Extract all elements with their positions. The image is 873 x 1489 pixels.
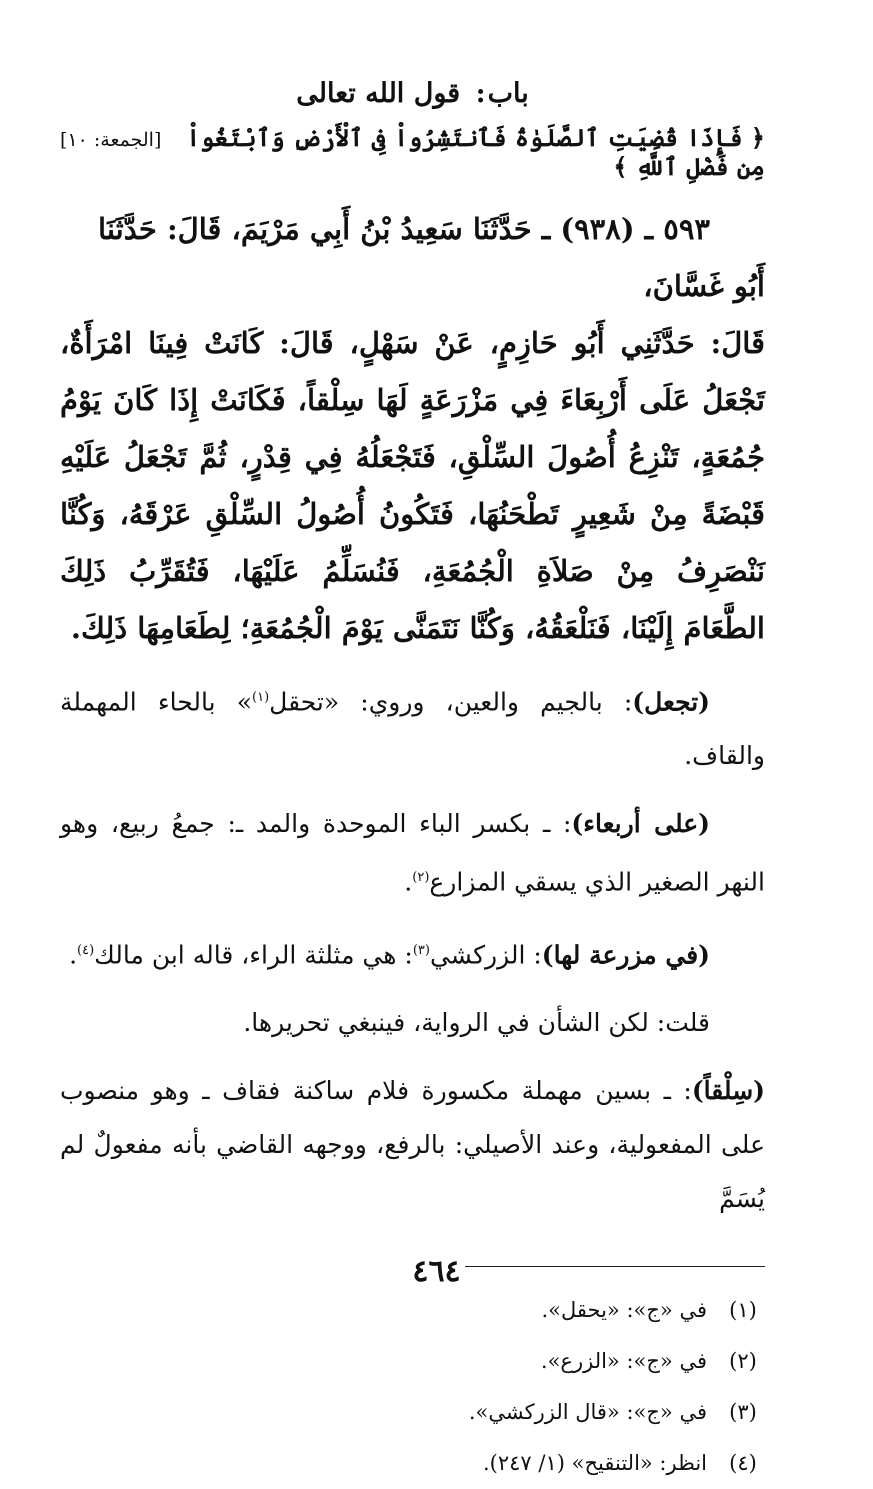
- hadith-body: قَالَ: حَدَّثَنِي أَبُو حَازِمٍ، عَنْ سَهْلٍ، قَالَ: كَانَتْ فِينَا امْرَأَةٌ، تَجْعَلُ عَلَى أَرْبِعَاءَ فِي مَزْرَعَةٍ لَهَا سِلْقاً، فَكَانَتْ إِذَا كَانَ يَوْمُ جُمُعَةٍ، تَنْزِعُ أُصُولَ السِّلْقِ، فَتَجْعَلُهُ فِي قِدْرٍ، ثُمَّ تَجْعَلُ عَلَيْهِ قَبْضَةً مِنْ شَعِيرٍ تَطْحَنُهَا، فَتَكُونُ أُصُولُ السِّلْقِ عَرْقَهُ، وَكُنَّا نَنْصَرِفُ مِنْ صَلاَةِ الْجُمُعَةِ، فَنُسَلِّمُ عَلَيْهَا، فَتُقَرِّبُ ذَلِكَ الطَّعَامَ إِلَيْنَا، فَنَلْعَقُهُ، وَكُنَّا نَتَمَنَّى يَوْمَ الْجُمُعَةِ؛ لِطَعَامِهَا ذَلِكَ.: [60, 326, 765, 645]
- note-text: : ـ بسين مهملة مكسورة فلام ساكنة فقاف ـ وهو منصوب على المفعولية، وعند الأصيلي: بالرفع، ووجهه القاضي بأنه مفعولٌ لم يُسَمَّ: [60, 1075, 765, 1213]
- note-text: : الزركشي: [429, 939, 542, 969]
- note-term: (سِلْقاً): [691, 1075, 765, 1105]
- footnotes-list: [60, 1285, 765, 1489]
- commentary-note-3: [60, 924, 765, 982]
- commentary-note-5: [60, 1064, 765, 1226]
- note-term: (على أربعاء): [571, 809, 710, 839]
- footnote-number: (٣): [729, 1399, 757, 1424]
- note-text: : هي مثلثة الراء، قاله ابن مالك: [94, 939, 413, 969]
- verse-reference: [الجمعة: ١٠]: [60, 129, 162, 151]
- footnote-ref[interactable]: (١): [252, 690, 270, 705]
- chapter-heading: [60, 78, 765, 109]
- chapter-separator: :: [475, 78, 486, 109]
- note-text: قلت: لكن الشأن في الرواية، فينبغي تحريرها.: [243, 1007, 710, 1037]
- commentary-note-2: [60, 797, 765, 909]
- note-text: : ـ بكسر الباء الموحدة والمد ـ: جمعُ ربيع، وهو النهر الصغير الذي يسقي المزارع: [60, 809, 765, 897]
- footnote-number: (٢): [729, 1348, 757, 1373]
- page-number: ٤٦٤: [412, 1254, 461, 1289]
- note-text: » بالحاء المهملة والقاف.: [60, 687, 765, 771]
- chapter-label: باب: [487, 78, 529, 109]
- footnote-number: (٤): [729, 1450, 757, 1475]
- footnote-ref[interactable]: (٤): [77, 942, 95, 958]
- verse-text: ﴿ فَإِذَا قُضِيَتِ ٱلصَّلَوٰةُ فَٱنتَشِرُواْ فِى ٱلْأَرْضِ وَٱبْتَغُواْ مِن فَضْلِ ٱللَّهِ ﴾: [186, 123, 765, 181]
- footnote-text: في «ج»: «الزرع».: [540, 1348, 707, 1373]
- note-text: .: [404, 867, 413, 897]
- footnote-text: في «ج»: «يحقل».: [541, 1297, 707, 1322]
- footnote-text: في «ج»: «قال الزركشي».: [468, 1399, 707, 1424]
- commentary-note-1: [60, 671, 765, 783]
- footnote-item: [60, 1438, 765, 1489]
- footnote-item: [60, 1285, 765, 1336]
- footnote-item: [60, 1387, 765, 1438]
- note-text: : بالجيم والعين، وروي: «تحقل: [269, 687, 633, 717]
- footnote-ref[interactable]: (٢): [412, 870, 430, 886]
- commentary-note-4: [60, 996, 765, 1050]
- hadith-text: [60, 201, 765, 657]
- hadith-first-line: ٥٩٣ ـ (٩٣٨) ـ حَدَّثَنَا سَعِيدُ بْنُ أَبِي مَرْيَمَ، قَالَ: حَدَّثَنَا أَبُو غَسَّانَ،: [98, 212, 765, 303]
- footnote-item: [60, 1336, 765, 1387]
- footnote-ref[interactable]: (٣): [412, 942, 430, 958]
- footnote-text: انظر: «التنقيح» (١/ ٢٤٧).: [483, 1450, 707, 1475]
- chapter-title: قول الله تعالى: [296, 78, 461, 109]
- note-text: .: [69, 939, 78, 969]
- note-term: (في مزرعة لها): [541, 939, 710, 969]
- footnote-number: (١): [729, 1297, 757, 1322]
- note-term: (تجعل): [632, 687, 710, 717]
- quran-verse: [60, 123, 765, 181]
